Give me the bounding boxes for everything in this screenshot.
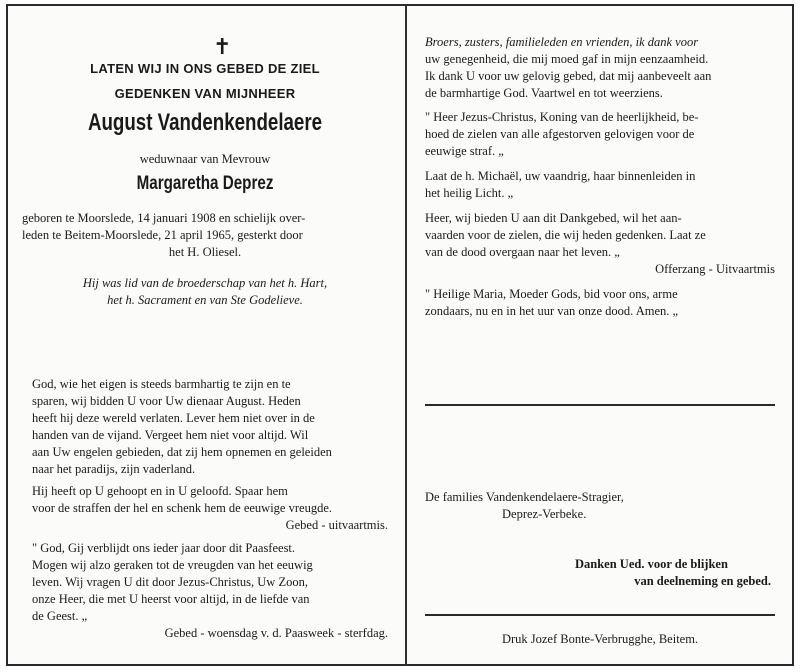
prayer-1	[32, 376, 388, 478]
heading-line-1: LATEN WIJ IN ONS GEBED DE ZIEL	[90, 61, 320, 76]
maria-line: zondaars, nu en in het uur van onze dood. Amen. „	[425, 304, 679, 318]
thanks-line: de barmhartige God. Vaartwel en tot weerziens.	[425, 86, 663, 100]
bio-line: geboren te Moorslede, 14 januari 1908 en schielijk over-	[22, 211, 306, 225]
fold-line	[405, 4, 407, 666]
thanks-final-line: Danken Ued. voor de blijken	[575, 557, 728, 571]
prayer-3-source: Gebed - woensdag v. d. Paasweek - sterfdag.	[164, 626, 388, 640]
prayer-line: onze Heer, die met U heerst voor altijd, in de liefde van	[32, 592, 310, 606]
heer-paragraph	[425, 109, 775, 160]
thanks-final	[575, 556, 771, 590]
families	[425, 489, 775, 523]
divider-bottom	[425, 614, 775, 616]
membership-paragraph	[22, 275, 388, 309]
prayer-line: heeft hij deze wereld verlaten. Lever hem niet over in de	[32, 411, 315, 425]
prayer-line: Hij heeft op U gehoopt en in U geloofd. Spaar hem	[32, 484, 288, 498]
printer-credit	[425, 631, 775, 648]
prayer-2	[32, 483, 388, 534]
widower-line: weduwnaar van Mevrouw	[139, 152, 271, 166]
offer-line: vaarden voor de zielen, die wij heden gedenken. Laat ze	[425, 228, 706, 242]
heer-line: hoed de zielen van alle afgestorven gelovigen voor de	[425, 127, 695, 141]
michael-line: het heilig Licht. „	[425, 186, 514, 200]
thanks-paragraph	[425, 34, 775, 102]
maria-line: " Heilige Maria, Moeder Gods, bid voor ons, arme	[425, 287, 678, 301]
cross-icon: ✝	[213, 34, 232, 59]
prayer-line: God, wie het eigen is steeds barmhartig te zijn en te	[32, 377, 291, 391]
membership-line: Hij was lid van de broederschap van het h. Hart,	[82, 276, 328, 290]
michael-paragraph	[425, 168, 775, 202]
offer-line: Heer, wij bieden U aan dit Dankgebed, wil het aan-	[425, 211, 682, 225]
prayer-line: leven. Wij vragen U dit door Jezus-Christus, Uw Zoon,	[32, 575, 308, 589]
maria-paragraph	[425, 286, 775, 320]
michael-line: Laat de h. Michaël, uw vaandrig, haar binnenleiden in	[425, 169, 696, 183]
bio-line: het H. Oliesel.	[168, 245, 242, 259]
heer-line: eeuwige straf. „	[425, 144, 504, 158]
bio-paragraph	[22, 210, 388, 261]
prayer-3	[32, 540, 388, 642]
prayer-2-source: Gebed - uitvaartmis.	[285, 518, 388, 532]
prayer-line: handen van de vijand. Vergeet hem niet voor altijd. Wil	[32, 428, 309, 442]
thanks-line: Broers, zusters, familieleden en vrienden, ik dank voor	[425, 35, 699, 49]
prayer-line: " God, Gij verblijdt ons ieder jaar door dit Paasfeest.	[32, 541, 296, 555]
thanks-final-line: van deelneming en gebed.	[634, 574, 771, 588]
offer-paragraph	[425, 210, 775, 278]
bio-line: leden te Beitem-Moorslede, 21 april 1965, gesterkt door	[22, 228, 303, 242]
heer-line: " Heer Jezus-Christus, Koning van de heerlijkheid, be-	[425, 110, 699, 124]
spouse-name: Margaretha Deprez	[136, 173, 274, 194]
offer-source: Offerzang - Uitvaartmis	[655, 262, 775, 276]
prayer-line: de Geest. „	[32, 609, 88, 623]
families-line: De families Vandenkendelaere-Stragier,	[425, 490, 624, 504]
prayer-line: naar het paradijs, zijn vaderland.	[32, 462, 196, 476]
offer-line: van de dood overgaan naar het leven. „	[425, 245, 620, 259]
printer-line: Druk Jozef Bonte-Verbrugghe, Beitem.	[501, 632, 699, 646]
prayer-line: aan Uw engelen gebieden, dat zij hem opnemen en geleiden	[32, 445, 332, 459]
heading-line-2: GEDENKEN VAN MIJNHEER	[114, 86, 296, 101]
divider-top	[425, 404, 775, 406]
prayer-line: voor de straffen der hel en schenk hem de eeuwige vreugde.	[32, 501, 332, 515]
prayer-line: Mogen wij alzo geraken tot de vreugden van het eeuwig	[32, 558, 313, 572]
thanks-line: uw genegenheid, die mij moed gaf in mijn eenzaamheid.	[425, 52, 709, 66]
prayer-line: sparen, wij bidden U voor Uw dienaar August. Heden	[32, 394, 301, 408]
thanks-line: Ik dank U voor uw gelovig gebed, dat mij aanbeveelt aan	[425, 69, 712, 83]
deceased-name: August Vandenkendelaere	[87, 109, 323, 136]
membership-line: het h. Sacrament en van Ste Godelieve.	[107, 293, 303, 307]
families-line: Deprez-Verbeke.	[502, 507, 587, 521]
